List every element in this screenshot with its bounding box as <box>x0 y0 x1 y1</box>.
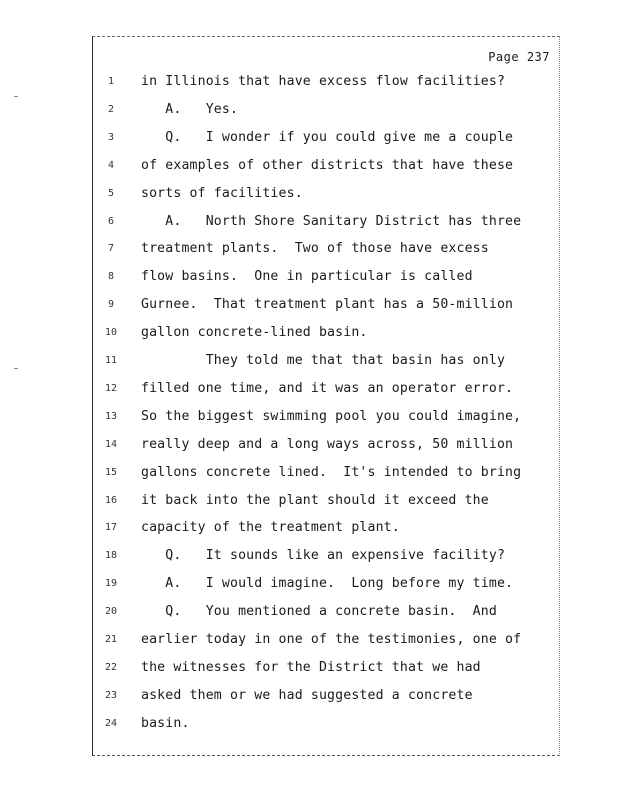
line-number: 23 <box>104 689 118 701</box>
line-number: 4 <box>107 159 115 171</box>
transcript-line: it back into the plant should it exceed the <box>141 492 489 508</box>
transcript-line: earlier today in one of the testimonies, one of <box>141 632 522 647</box>
line-number: 5 <box>107 187 115 199</box>
page-number: Page 237 <box>488 50 550 64</box>
line-number: 9 <box>107 299 115 311</box>
transcript-line: gallons concrete lined. It's intended to bring <box>141 464 522 480</box>
transcript-line: Q. I wonder if you could give me a couple <box>141 129 514 145</box>
line-number: 20 <box>104 606 118 618</box>
transcript-line: the witnesses for the District that we had <box>141 659 481 675</box>
line-number: 24 <box>104 717 118 729</box>
line-number: 19 <box>104 578 118 590</box>
margin-mark <box>14 368 18 369</box>
transcript-line: A. North Shore Sanitary District has three <box>141 213 522 229</box>
line-number: 11 <box>104 355 118 366</box>
line-number: 21 <box>104 634 118 645</box>
transcript-line: asked them or we had suggested a concrete <box>141 687 473 703</box>
line-number: 12 <box>104 382 118 394</box>
line-number: 13 <box>104 410 118 422</box>
transcript-line: A. I would imagine. Long before my time. <box>141 576 514 592</box>
transcript-line: flow basins. One in particular is called <box>141 269 473 285</box>
line-number: 15 <box>104 466 118 478</box>
line-number: 18 <box>104 550 118 562</box>
transcript-line: They told me that that basin has only <box>141 353 506 368</box>
transcript-line: capacity of the treatment plant. <box>141 520 400 536</box>
line-number: 17 <box>104 522 118 534</box>
transcript-line: basin. <box>141 715 190 731</box>
transcript-line: gallon concrete-lined basin. <box>141 325 368 341</box>
line-number: 16 <box>104 494 118 506</box>
margin-mark <box>14 96 18 97</box>
transcript-line: So the biggest swimming pool you could imagine, <box>141 408 522 424</box>
line-number: 2 <box>107 103 115 115</box>
transcript-line: A. Yes. <box>141 101 239 117</box>
transcript-line: in Illinois that have excess flow facilities? <box>141 74 506 89</box>
line-number: 7 <box>107 243 115 255</box>
transcript-line: treatment plants. Two of those have excess <box>141 241 489 257</box>
transcript-line: of examples of other districts that have these <box>141 157 514 173</box>
line-number: 1 <box>107 76 115 87</box>
transcript-line: sorts of facilities. <box>141 185 303 201</box>
transcript-line: Q. It sounds like an expensive facility? <box>141 548 506 564</box>
line-number: 6 <box>107 215 115 227</box>
transcript-line: Q. You mentioned a concrete basin. And <box>141 604 497 620</box>
line-number: 10 <box>104 327 118 339</box>
transcript-line: filled one time, and it was an operator error. <box>141 380 514 396</box>
line-number: 8 <box>107 271 115 283</box>
line-number: 14 <box>104 438 118 450</box>
line-number: 3 <box>107 131 115 143</box>
transcript-line: really deep and a long ways across, 50 million <box>141 436 514 452</box>
line-number: 22 <box>104 661 118 673</box>
transcript-line: Gurnee. That treatment plant has a 50-million <box>141 297 514 313</box>
